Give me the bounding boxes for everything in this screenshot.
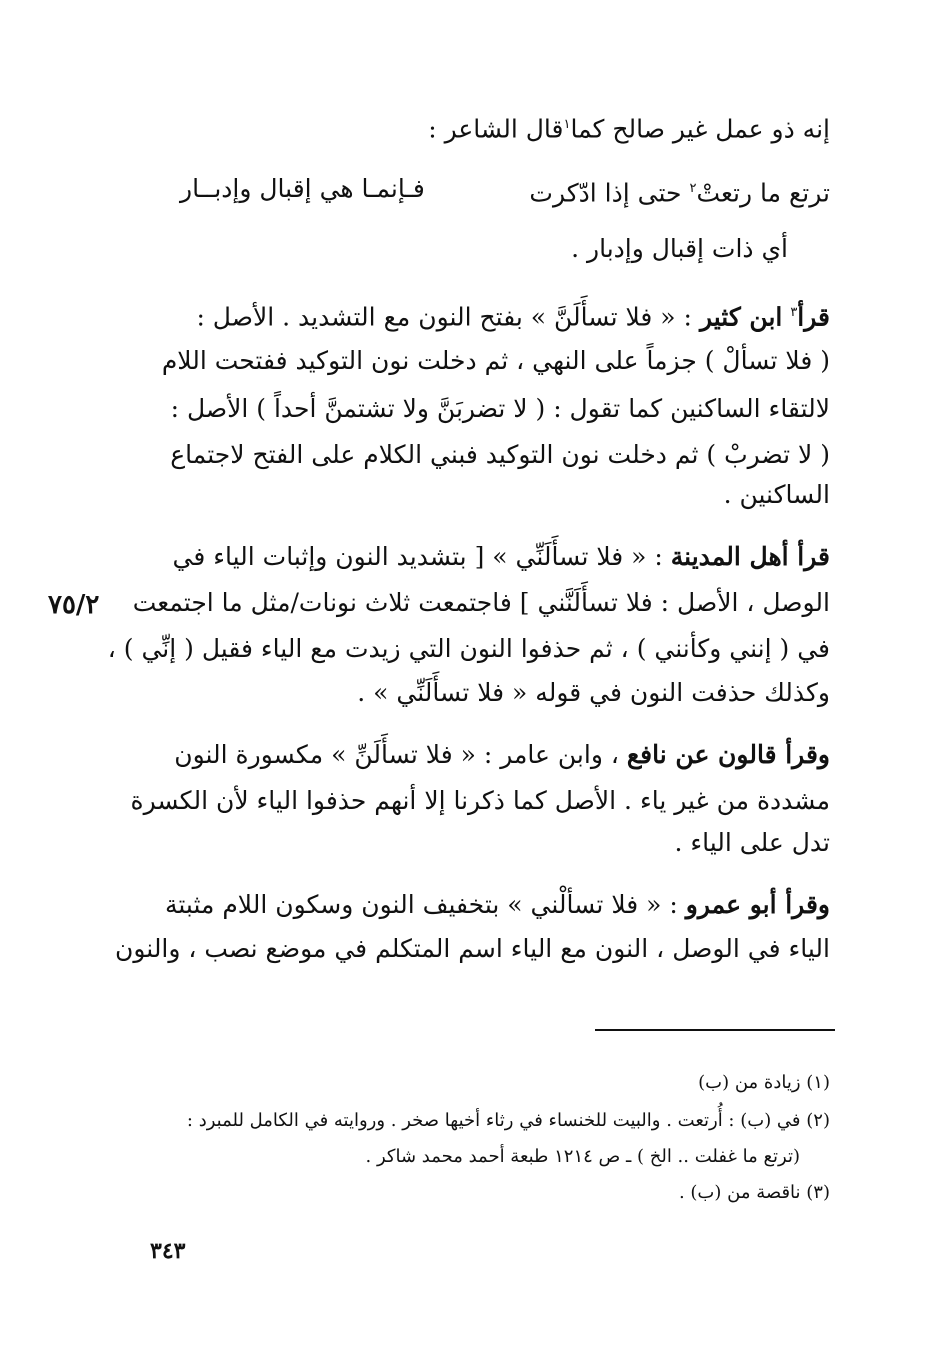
para2-line-4 [160, 676, 830, 710]
para1-line-1 [160, 296, 830, 334]
verse-gloss [571, 232, 788, 266]
footnote-marker-2: ٢ [689, 181, 697, 196]
intro-rest: قال الشاعر : [428, 114, 564, 144]
para1-line-5 [160, 478, 830, 512]
para2-line-3 [107, 632, 830, 666]
para-text: الوصل ، الأصل : فلا تسأَلَنَّني ] فاجتمعت ثلاث نونات/مثل ما اجتمعت [132, 588, 830, 617]
footnote-3: (٣) ناقصة من (ب) . [678, 1182, 830, 1203]
para1-line-2 [160, 344, 830, 378]
verse-part-b: حتى إذا ادّكرت [529, 178, 682, 208]
page-number: ٣٤٣ [150, 1238, 186, 1264]
reader-name: وقرأ أبو عمرو [685, 890, 830, 919]
para3-line-3 [160, 826, 830, 860]
footnote-divider [595, 1029, 835, 1031]
reader-name: قرأ أهل المدينة [670, 542, 830, 571]
para-text: ( لا تضربْ ) ثم دخلت نون التوكيد فبني الكلام على الفتح لاجتماع [170, 440, 830, 469]
para1-line-4 [160, 438, 830, 472]
para-text: : « فلا تسأَلَنَّ » بفتح النون مع التشديد . الأصل : [196, 302, 692, 332]
footnote-1: (١) زيادة من (ب) [698, 1072, 830, 1093]
para-text: لالتقاء الساكنين كما تقول : ( لا تضربَنَّ ولا تشتمنَّ أحداً ) الأصل : [170, 394, 830, 423]
verse-part-a: ترتع ما رتعتْ [696, 178, 830, 208]
para-text: : « فلا تسألْني » بتخفيف النون وسكون اللام مثبتة [164, 890, 678, 919]
intro-line [160, 108, 830, 146]
para4-line-1 [160, 888, 830, 922]
para1-line-3 [160, 392, 830, 426]
footnote-marker-3: ٣ [790, 305, 798, 320]
verse-first-hemistich [529, 172, 830, 210]
footnote-2: (٢) في (ب) : أُرتعت . والبيت للخنساء في رثاء أخيها صخر . وروايته في الكامل للمبرد : [186, 1110, 830, 1131]
verse-gloss-text: أي ذات إقبال وإدبار . [571, 234, 788, 263]
reader-name: ابن كثير [699, 302, 783, 332]
para-text: ( فلا تسألْ ) جزماً على النهي ، ثم دخلت نون التوكيد ففتحت اللام [161, 346, 830, 375]
reader-label: قرأ [797, 302, 830, 332]
para2-line-2 [132, 586, 830, 620]
para-text: الساكنين . [723, 480, 830, 509]
intro-text: إنه ذو عمل غير صالح كما [570, 114, 830, 144]
para-text: في ( إنني وكأنني ) ، ثم حذفوا النون التي زيدت مع الياء فقيل ( إنِّي ) ، [107, 634, 830, 663]
footnote-2-cont: (ترتع ما غفلت .. الخ ) ـ ص ١٢١٤ طبعة أحمد محمد شاكر . [365, 1146, 800, 1167]
para4-line-2 [115, 932, 830, 966]
para-text: : « فلا تسأَلَنِّي » [ بتشديد النون وإثبات الياء في [172, 542, 663, 571]
para-text: تدل على الياء . [674, 828, 830, 857]
para-text: وكذلك حذفت النون في قوله « فلا تسأَلَنِّي » . [357, 678, 830, 707]
para-text: الياء في الوصل ، النون مع الياء اسم المتكلم في موضع نصب ، والنون [115, 934, 830, 963]
verse-second-hemistich [180, 172, 425, 206]
para-text: مشددة من غير ياء . الأصل كما ذكرنا إلا أنهم حذفوا الياء لأن الكسرة [130, 786, 830, 815]
para3-line-1 [160, 738, 830, 772]
verse-hemistich-2: فـإنمـا هي إقبال وإدبــار [180, 174, 425, 203]
footnote-marker-1: ١ [563, 117, 571, 132]
margin-reference: ٧٥/٢ [48, 590, 100, 620]
para3-line-2 [130, 784, 830, 818]
para2-line-1 [160, 540, 830, 574]
reader-name: وقرأ قالون عن نافع [626, 740, 830, 769]
para-text: ، وابن عامر : « فلا تسأَلَنِّ » مكسورة النون [174, 740, 619, 769]
